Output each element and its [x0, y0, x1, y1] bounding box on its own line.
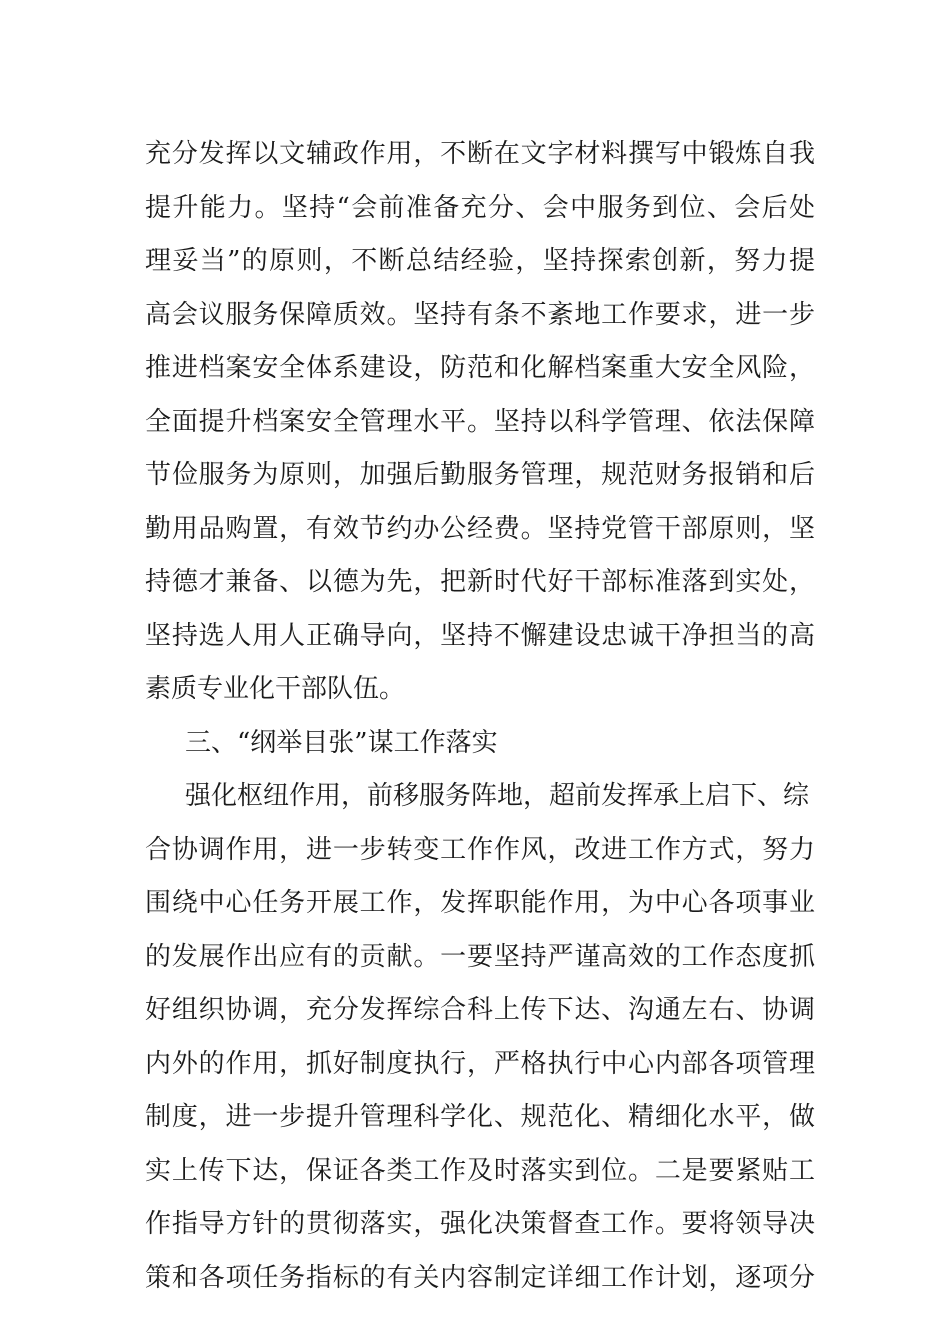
paragraph-line: 持德才兼备、以德为先，把新时代好干部标准落到实处，	[145, 567, 815, 597]
paragraph-line-first: 强化枢纽作用，前移服务阵地，超前发挥承上启下、综	[185, 781, 810, 811]
paragraph-line: 充分发挥以文辅政作用，不断在文字材料撰写中锻炼自我	[145, 139, 815, 169]
paragraph-line: 围绕中心任务开展工作，发挥职能作用，为中心各项事业	[145, 888, 815, 918]
paragraph-line: 高会议服务保障质效。坚持有条不紊地工作要求，进一步	[145, 299, 815, 330]
document-body	[145, 128, 815, 1305]
paragraph-1	[145, 128, 815, 717]
paragraph-line-last: 素质专业化干部队伍。	[145, 674, 406, 704]
paragraph-line: 坚持选人用人正确导向，坚持不懈建设忠诚干净担当的高	[145, 620, 815, 651]
paragraph-line: 提升能力。坚持“会前准备充分、会中服务到位、会后处	[145, 192, 815, 223]
paragraph-line: 全面提升档案安全管理水平。坚持以科学管理、依法保障	[145, 406, 815, 437]
paragraph-line: 推进档案安全体系建设，防范和化解档案重大安全风险，	[145, 353, 815, 383]
paragraph-line: 的发展作出应有的贡献。一要坚持严谨高效的工作态度抓	[145, 941, 815, 972]
paragraph-line: 策和各项任务指标的有关内容制定详细工作计划，逐项分	[145, 1262, 815, 1293]
paragraph-line: 合协调作用，进一步转变工作作风，改进工作方式，努力	[145, 834, 815, 865]
paragraph-line: 勤用品购置，有效节约办公经费。坚持党管干部原则，坚	[145, 513, 815, 544]
paragraph-line: 理妥当”的原则，不断总结经验，坚持探索创新，努力提	[145, 246, 815, 276]
paragraph-line: 好组织协调，充分发挥综合科上传下达、沟通左右、协调	[145, 995, 815, 1025]
paragraph-2	[145, 770, 815, 1305]
paragraph-line: 节俭服务为原则，加强后勤服务管理，规范财务报销和后	[145, 460, 815, 490]
paragraph-line: 制度，进一步提升管理科学化、规范化、精细化水平，做	[145, 1102, 815, 1132]
paragraph-line: 作指导方针的贯彻落实，强化决策督查工作。要将领导决	[145, 1209, 815, 1239]
paragraph-line: 内外的作用，抓好制度执行，严格执行中心内部各项管理	[145, 1048, 815, 1079]
paragraph-line: 实上传下达，保证各类工作及时落实到位。二是要紧贴工	[145, 1155, 815, 1186]
section-heading-3: 三、“纲举目张”谋工作落实	[185, 727, 498, 758]
